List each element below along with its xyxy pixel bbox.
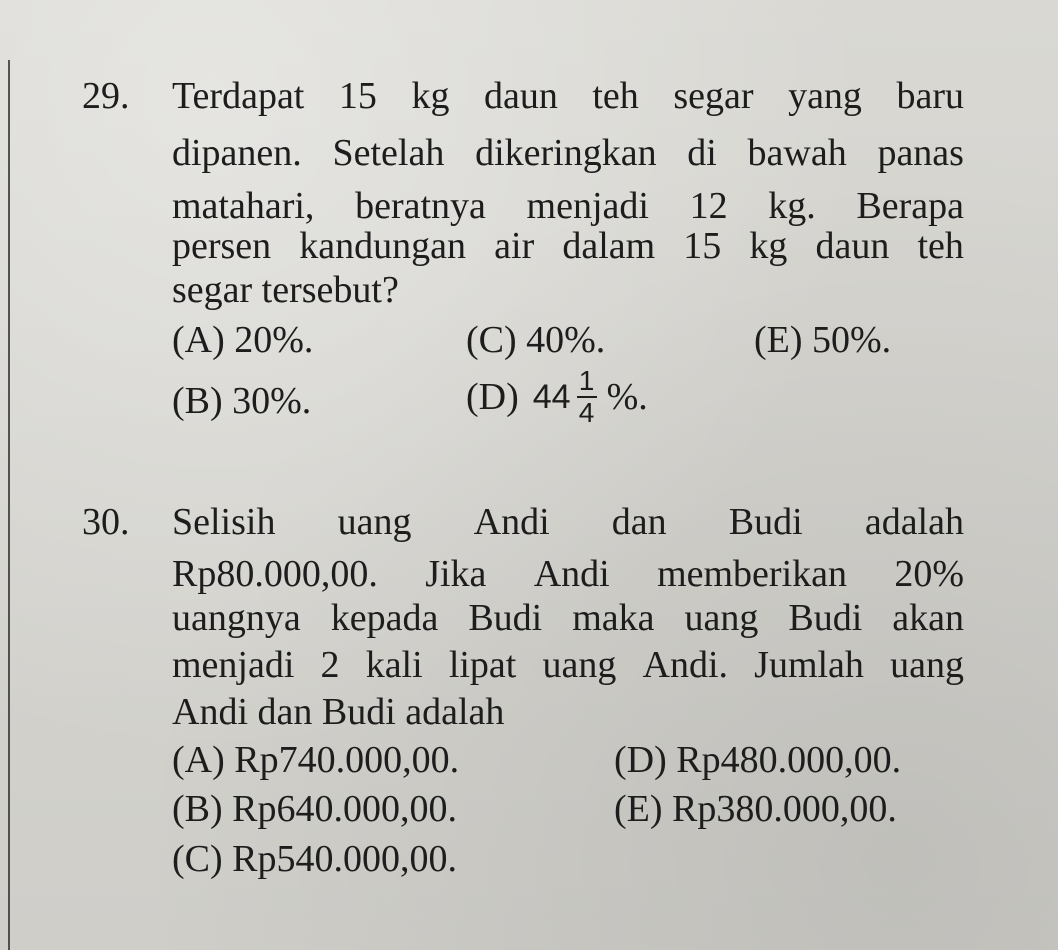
text-fragment: kg — [749, 225, 788, 267]
text-fragment: teh — [592, 75, 639, 117]
text-fragment: Jumlah — [754, 644, 864, 686]
text-fragment: panas — [877, 132, 964, 174]
option-d[interactable]: (D) Rp480.000,00. — [614, 739, 902, 781]
question-text-line — [172, 131, 964, 175]
text-fragment: Setelah — [332, 132, 445, 174]
mixed-fraction — [533, 366, 648, 428]
question-text-line — [172, 552, 964, 596]
option-e[interactable]: (E) Rp380.000,00. — [614, 788, 897, 830]
option-c[interactable]: (C) 40%. — [466, 319, 606, 361]
fraction — [577, 366, 597, 428]
text-fragment: 15 — [338, 75, 377, 117]
text-fragment: air — [494, 225, 535, 267]
percent-suffix: %. — [606, 376, 648, 418]
option-d-label: (D) — [466, 376, 519, 418]
text-fragment: Andi — [533, 553, 610, 595]
text-fragment: kg. — [768, 185, 816, 227]
option-c[interactable]: (C) Rp540.000,00. — [172, 838, 457, 880]
text-fragment: kg — [411, 75, 450, 117]
question-text-line — [172, 224, 964, 268]
text-fragment: dipanen. — [172, 132, 302, 174]
text-fragment: beratnya — [355, 185, 486, 227]
text-fragment: uang — [684, 597, 759, 639]
question-text-line — [172, 500, 964, 544]
text-fragment: Terdapat — [172, 75, 305, 117]
text-fragment: Selisih — [172, 501, 276, 543]
text-fragment: menjadi — [172, 644, 295, 686]
text-fragment: lipat — [448, 644, 517, 686]
fraction-whole: 44 — [532, 378, 571, 416]
text-fragment: maka — [572, 597, 655, 639]
text-fragment: matahari, — [172, 185, 315, 227]
page-margin-line — [8, 60, 10, 950]
text-fragment: dan — [611, 501, 667, 543]
text-fragment: menjadi — [526, 185, 649, 227]
text-fragment: di — [687, 132, 717, 174]
text-fragment: 2 — [320, 644, 340, 686]
question-text-line: segar tersebut? — [172, 269, 399, 311]
text-fragment: segar — [673, 75, 754, 117]
text-fragment: Andi — [473, 501, 550, 543]
text-fragment: memberikan — [657, 553, 847, 595]
text-fragment: kepada — [330, 597, 439, 639]
text-fragment: yang — [788, 75, 862, 117]
text-fragment: uangnya — [172, 597, 301, 639]
text-fragment: uang — [542, 644, 617, 686]
text-fragment: akan — [892, 597, 964, 639]
text-fragment: persen — [172, 225, 272, 267]
text-fragment: 12 — [689, 185, 728, 227]
option-d[interactable] — [466, 366, 648, 428]
question-text-line — [172, 643, 964, 687]
text-fragment: uang — [337, 501, 412, 543]
option-b[interactable]: (B) 30%. — [172, 380, 312, 422]
text-fragment: Rp80.000,00. — [172, 553, 378, 595]
text-fragment: Andi. — [642, 644, 729, 686]
text-fragment: dalam — [562, 225, 656, 267]
text-fragment: uang — [890, 644, 964, 686]
text-fragment: 20% — [894, 553, 964, 595]
option-a[interactable]: (A) Rp740.000,00. — [172, 739, 460, 781]
option-b[interactable]: (B) Rp640.000,00. — [172, 788, 457, 830]
question-text-line — [172, 184, 964, 228]
text-fragment: Budi — [728, 501, 803, 543]
option-e[interactable]: (E) 50%. — [754, 319, 892, 361]
question-text-line: Andi dan Budi adalah — [172, 691, 505, 733]
text-fragment: Budi — [468, 597, 543, 639]
text-fragment: 15 — [683, 225, 722, 267]
question-number: 29. — [82, 75, 130, 117]
text-fragment: daun — [815, 225, 890, 267]
text-fragment: Jika — [425, 553, 487, 595]
fraction-numerator: 1 — [578, 365, 595, 396]
option-a[interactable]: (A) 20%. — [172, 319, 314, 361]
question-number: 30. — [82, 501, 130, 543]
text-fragment: adalah — [864, 501, 964, 543]
question-text-line — [172, 74, 964, 118]
question-text-line — [172, 596, 964, 640]
text-fragment: teh — [917, 225, 964, 267]
text-fragment: Budi — [788, 597, 863, 639]
text-fragment: Berapa — [856, 185, 964, 227]
text-fragment: kali — [365, 644, 423, 686]
text-fragment: dikeringkan — [475, 132, 657, 174]
text-fragment: kandungan — [299, 225, 467, 267]
text-fragment: baru — [896, 75, 964, 117]
fraction-denominator: 4 — [578, 397, 595, 428]
text-fragment: daun — [483, 75, 558, 117]
text-fragment: bawah — [747, 132, 847, 174]
